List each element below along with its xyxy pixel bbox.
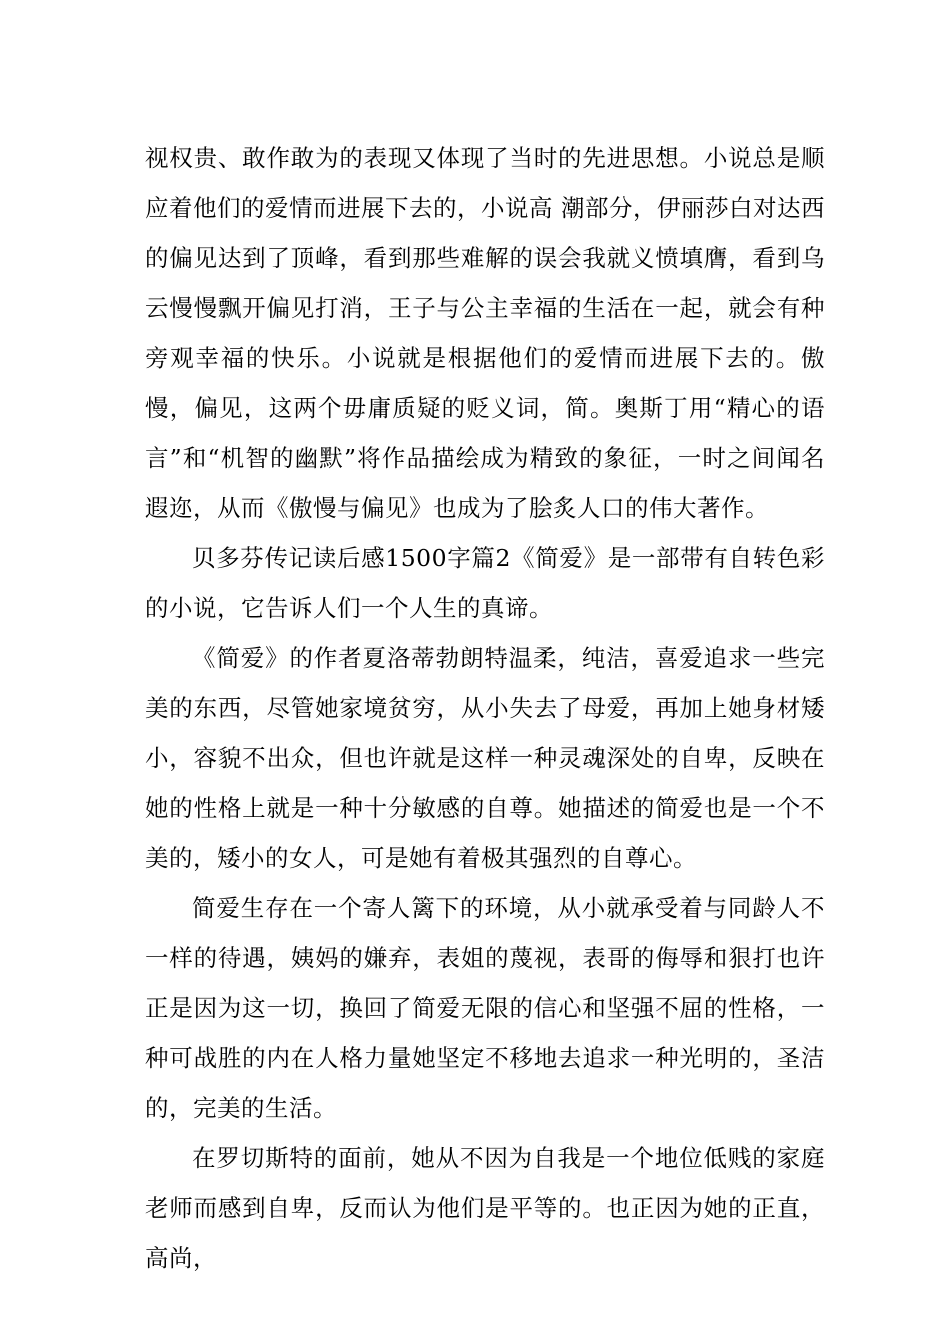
paragraph-3: 《简爱》的作者夏洛蒂勃朗特温柔，纯洁，喜爱追求一些完美的东西，尽管她家境贫穷，从小失去了母爱，再加上她身材矮小，容貌不出众，但也许就是这样一种灵魂深处的自卑，反映在她的性格上就是一种十分敏感的自尊。她描述的简爱也是一个不美的，矮小的女人，可是她有着极其强烈的自尊心。	[145, 644, 825, 872]
body-text	[145, 133, 825, 1283]
paragraph-2: 贝多芬传记读后感1500字篇2《简爱》是一部带有自转色彩的小说，它告诉人们一个人生的真谛。	[145, 544, 825, 622]
paragraph-5: 在罗切斯特的面前，她从不因为自我是一个地位低贱的家庭老师而感到自卑，反而认为他们是平等的。也正因为她的正直，高尚，	[145, 1144, 825, 1272]
paragraph-4: 简爱生存在一个寄人篱下的环境，从小就承受着与同龄人不一样的待遇，姨妈的嫌弃，表姐的蔑视，表哥的侮辱和狠打也许正是因为这一切，换回了简爱无限的信心和坚强不屈的性格，一种可战胜的内在人格力量她坚定不移地去追求一种光明的，圣洁的，完美的生活。	[145, 894, 825, 1122]
paragraph-1: 视权贵、敢作敢为的表现又体现了当时的先进思想。小说总是顺应着他们的爱情而进展下去的，小说高 潮部分，伊丽莎白对达西的偏见达到了顶峰，看到那些难解的误会我就义愤填膺，看到乌云慢慢飘开偏见打消，王子与公主幸福的生活在一起，就会有种旁观幸福的快乐。小说就是根据他们的爱情而进展下去的。傲慢，偏见，这两个毋庸质疑的贬义词，简。奥斯丁用“精心的语言”和“机智的幽默”将作品描绘成为精致的象征，一时之间闻名遐迩，从而《傲慢与偏见》也成为了脍炙人口的伟大著作。	[145, 144, 825, 522]
